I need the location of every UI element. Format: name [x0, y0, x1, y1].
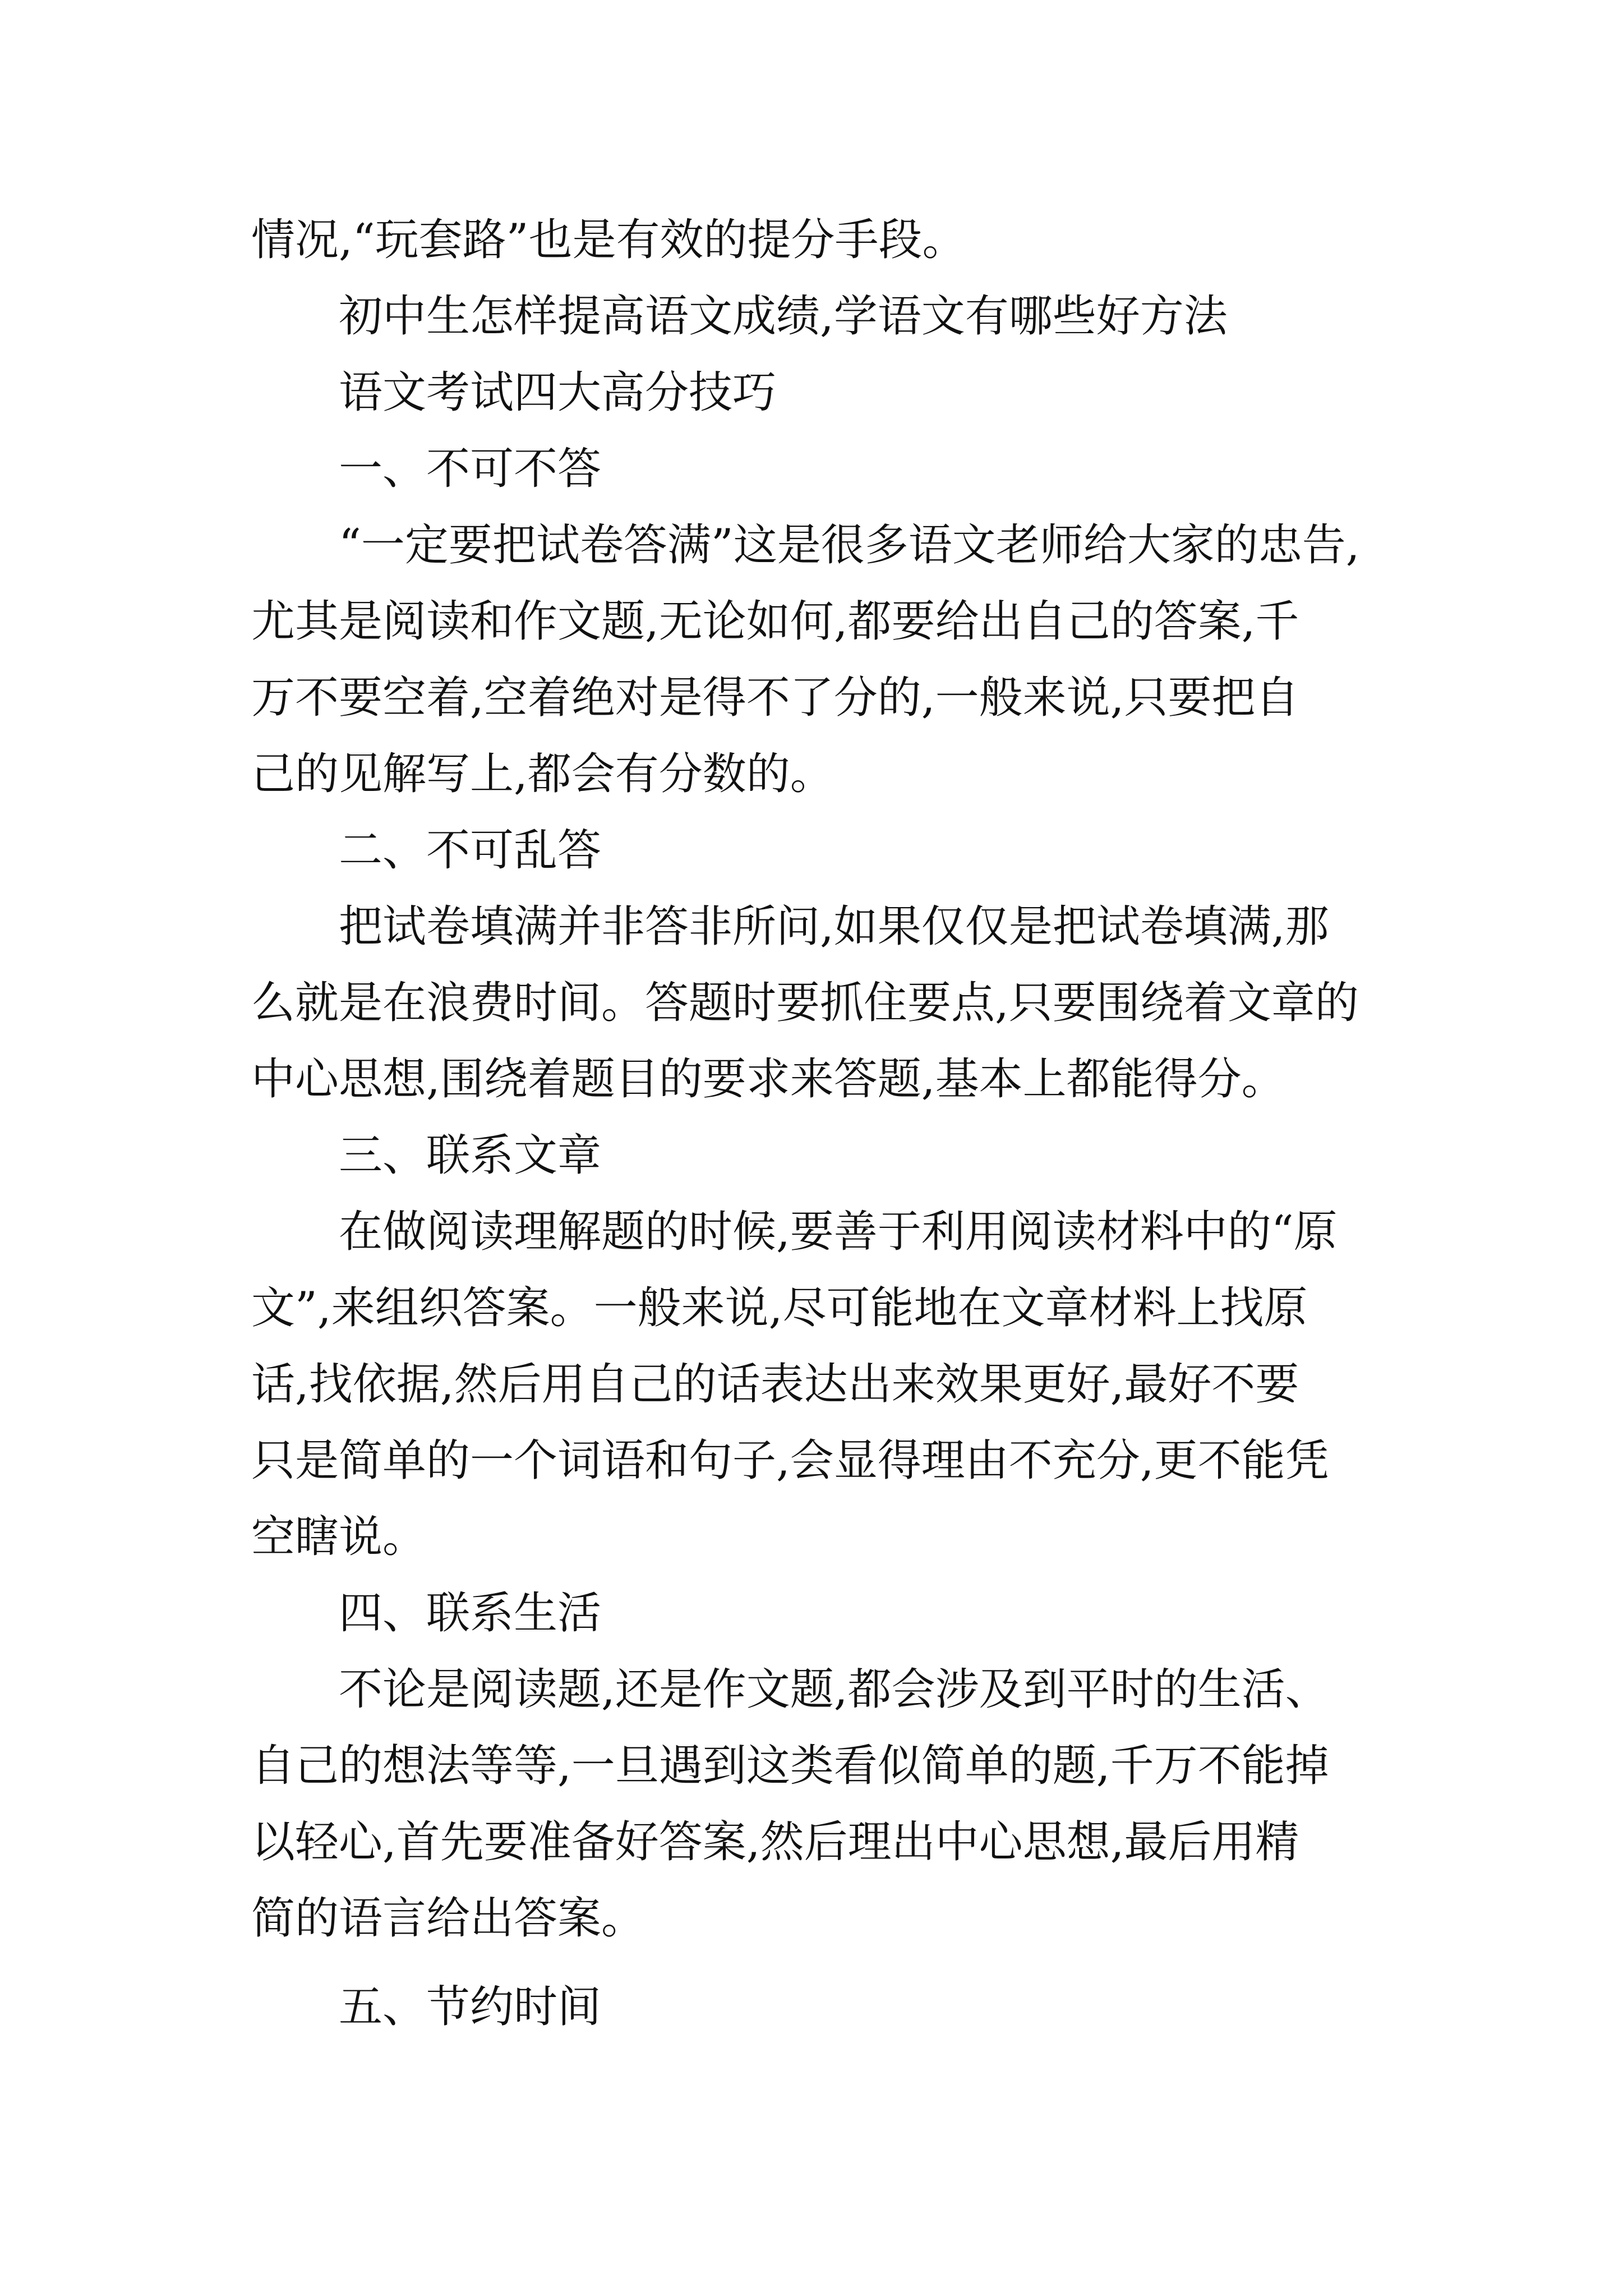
text-line: 只是简单的一个词语和句子,会显得理由不充分,更不能凭: [251, 1435, 1329, 1486]
text-line: 尤其是阅读和作文题,无论如何,都要给出自己的答案,千: [251, 596, 1299, 647]
text-line: 空瞎说。: [251, 1512, 427, 1562]
text-line: 初中生怎样提高语文成绩,学语文有哪些好方法: [339, 291, 1228, 342]
section-heading: 语文考试四大高分技巧: [339, 367, 777, 418]
text-line: 文”,来组织答案。一般来说,尽可能地在文章材料上找原: [251, 1283, 1308, 1333]
text-line: 中心思想,围绕着题目的要求来答题,基本上都能得分。: [251, 1054, 1285, 1105]
text-line: 把试卷填满并非答非所问,如果仅仅是把试卷填满,那: [339, 901, 1329, 952]
text-line: 么就是在浪费时间。答题时要抓住要点,只要围绕着文章的: [251, 978, 1359, 1028]
text-line: 情况,“玩套路”也是有效的提分手段。: [251, 215, 966, 265]
document-body: [251, 202, 1390, 2045]
section-heading: 一、不可不答: [339, 444, 602, 494]
text-line: 不论是阅读题,还是作文题,都会涉及到平时的生活、: [339, 1664, 1329, 1715]
section-heading: 五、节约时间: [339, 1982, 602, 2032]
section-heading: 四、联系生活: [339, 1588, 602, 1639]
text-line: 万不要空着,空着绝对是得不了分的,一般来说,只要把自: [251, 673, 1299, 723]
text-line: 话,找依据,然后用自己的话表达出来效果更好,最好不要: [251, 1359, 1299, 1410]
text-line: 自己的想法等等,一旦遇到这类看似简单的题,千万不能掉: [251, 1741, 1329, 1791]
text-line: “一定要把试卷答满”这是很多语文老师给大家的忠告,: [339, 520, 1360, 570]
section-heading: 二、不可乱答: [339, 825, 602, 876]
text-line: 己的见解写上,都会有分数的。: [251, 749, 834, 799]
section-heading: 三、联系文章: [339, 1130, 602, 1181]
text-line: 简的语言给出答案。: [251, 1893, 645, 1944]
text-line: 以轻心,首先要准备好答案,然后理出中心思想,最后用精: [251, 1817, 1299, 1867]
text-line: 在做阅读理解题的时候,要善于利用阅读材料中的“原: [339, 1207, 1338, 1257]
